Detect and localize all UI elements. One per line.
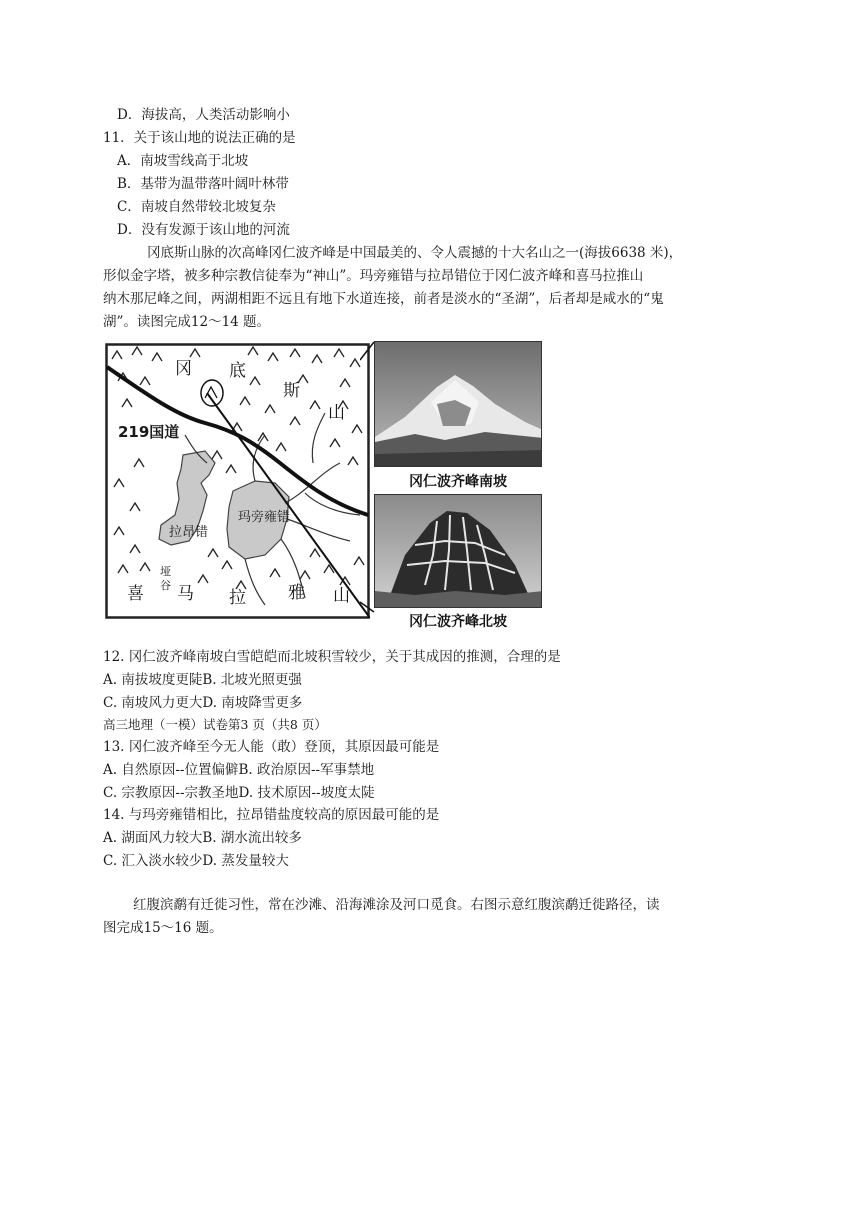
map-label-la-ang-cuo: 拉昂错 bbox=[169, 525, 209, 540]
q11-option-a: A．南坡雪线高于北坡 bbox=[117, 153, 249, 169]
photo-north-caption: 冈仁波齐峰北坡 bbox=[409, 614, 507, 630]
map-label-gang: 冈 bbox=[175, 359, 192, 379]
q13-options-1: A. 自然原因--位置偏僻B. 政治原因--军事禁地 bbox=[103, 762, 375, 778]
map-label-valley-1: 垭 bbox=[160, 565, 171, 578]
passage2-line-1: 红腹滨鹬有迁徙习性，常在沙滩、沿海滩涂及河口觅食。右图示意红腹滨鹬迁徙路径，读 bbox=[133, 897, 660, 913]
map-label-valley-2: 谷 bbox=[160, 579, 171, 592]
q12-options-1: A. 南拔坡度更陡B. 北坡光照更强 bbox=[103, 672, 302, 688]
map-label-xi: 喜 bbox=[127, 584, 144, 604]
q14-options-2: C. 汇入淡水较少D. 蒸发量较大 bbox=[103, 853, 289, 869]
passage1-line-2: 形似金字塔，被多种宗教信徒奉为“神山”。玛旁雍错与拉昂错位于冈仁波齐峰和喜马拉推山 bbox=[103, 268, 644, 284]
photo-north-image bbox=[374, 494, 542, 608]
map-label-shan-2: 山 bbox=[333, 586, 350, 606]
q10-option-d: D．海拔高，人类活动影响小 bbox=[117, 107, 290, 123]
photo-north-slope bbox=[374, 494, 542, 634]
map-label-shan-1: 山 bbox=[328, 403, 345, 423]
q11-option-b: B．基带为温带落叶阔叶林带 bbox=[117, 176, 289, 192]
passage1-line-1: 冈底斯山脉的次高峰冈仁波齐峰是中国最美的、令人震撼的十大名山之一(海拔6638 米)， bbox=[147, 245, 683, 261]
photo-south-caption: 冈仁波齐峰南坡 bbox=[409, 474, 507, 490]
q13-options-2: C. 宗教原因--宗教圣地D. 技术原因--坡度太陡 bbox=[103, 785, 375, 801]
map-label-ya: 雅 bbox=[288, 583, 305, 603]
map-label-road: 219国道 bbox=[118, 423, 180, 441]
page-footer: 高三地理（一模）试卷第3 页（共8 页） bbox=[103, 717, 327, 732]
map-label-di: 底 bbox=[229, 361, 246, 381]
q11-option-c: C．南坡自然带较北坡复杂 bbox=[117, 199, 276, 215]
photo-south-image bbox=[374, 341, 542, 467]
q14-stem: 14. 与玛旁雍错相比，拉昂错盐度较高的原因最可能的是 bbox=[103, 807, 440, 823]
passage1-line-4: 湖”。读图完成12～14 题。 bbox=[103, 314, 271, 330]
passage2-line-2: 图完成15～16 题。 bbox=[103, 920, 223, 936]
photo-south-slope bbox=[374, 341, 542, 496]
passage1-line-3: 纳木那尼峰之间，两湖相距不远且有地下水道连接，前者是淡水的“圣湖”，后者却是咸水的“鬼 bbox=[103, 291, 664, 307]
q14-options-1: A. 湖面风力较大B. 湖水流出较多 bbox=[103, 830, 302, 846]
map-label-ma-pang-yong-cuo: 玛旁雍错 bbox=[238, 510, 291, 525]
map-label-la: 拉 bbox=[229, 588, 246, 608]
q11-option-d: D．没有发源于该山地的河流 bbox=[117, 222, 290, 238]
figure-map bbox=[105, 343, 370, 619]
map-svg bbox=[105, 343, 370, 619]
q12-options-2: C. 南坡风力更大D. 南坡降雪更多 bbox=[103, 695, 303, 711]
q13-stem: 13. 冈仁波齐峰至今无人能（敢）登顶，其原因最可能是 bbox=[103, 739, 440, 755]
map-label-ma: 马 bbox=[177, 584, 194, 604]
map-label-si: 斯 bbox=[283, 381, 300, 401]
q12-stem: 12. 冈仁波齐峰南坡白雪皑皑而北坡积雪较少，关于其成因的推测，合理的是 bbox=[103, 649, 561, 665]
q11-stem: 11．关于该山地的说法正确的是 bbox=[103, 130, 296, 146]
